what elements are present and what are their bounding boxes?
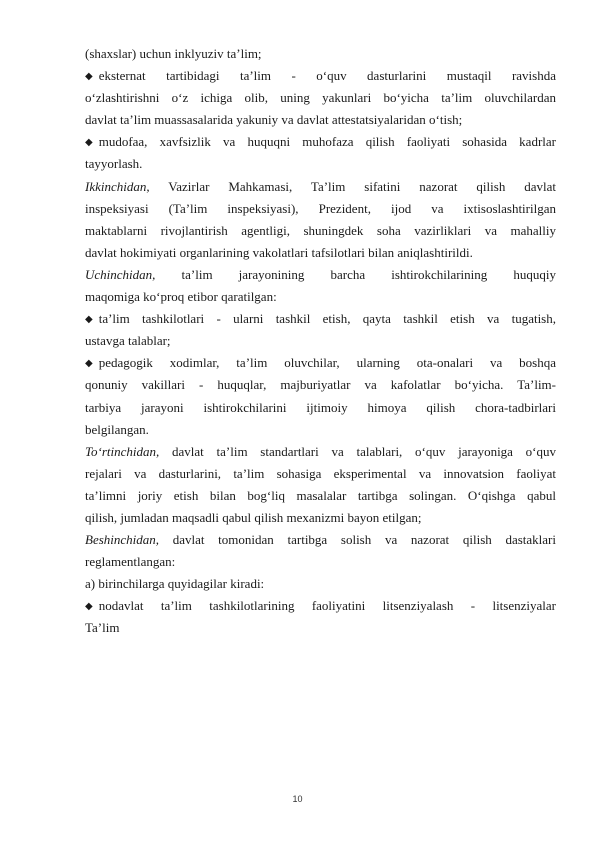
line-text: davlat hokimiyati organlarining vakolatlari tafsilotlari bilan aniqlashtirildi. bbox=[85, 244, 473, 260]
text-line bbox=[85, 65, 556, 87]
text-line bbox=[85, 507, 556, 529]
line-text: ta’lim jarayonining barcha ishtirokchilarining huquqiy bbox=[181, 266, 556, 282]
text-line bbox=[85, 109, 556, 131]
text-line bbox=[85, 374, 556, 396]
text-line bbox=[85, 551, 556, 573]
line-text: ta’limni joriy etish bilan bog‘liq masalalar tartibga solingan. O‘qishga qabul bbox=[85, 487, 556, 503]
text-line bbox=[85, 286, 556, 308]
line-text: pedagogik xodimlar, ta’lim oluvchilar, ularning ota-onalari va boshqa bbox=[98, 355, 556, 371]
line-text: a) birinchilarga quyidagilar kiradi: bbox=[85, 576, 265, 592]
line-text: maktablarni rivojlantirish agentligi, shuningdek soha vazirliklari va mahalliy bbox=[85, 222, 556, 238]
text-line bbox=[85, 87, 556, 109]
line-text: tayyorlash. bbox=[85, 156, 143, 172]
section-lead-word: Beshinchidan, bbox=[85, 532, 160, 548]
line-text: (shaxslar) uchun inklyuziv ta’lim; bbox=[85, 46, 262, 61]
document-page bbox=[85, 43, 556, 640]
line-text: mudofaa, xavfsizlik va huquqni muhofaza qilish faoliyati sohasida kadrlar bbox=[98, 134, 556, 150]
text-line bbox=[85, 595, 556, 617]
text-line bbox=[85, 153, 556, 175]
line-text: davlat ta’lim muassasalarida yakuniy va davlat attestatsiyalaridan o‘tish; bbox=[85, 112, 463, 128]
line-text: ta’lim tashkilotlari - ularni tashkil etish, qayta tashkil etish va tugatish, bbox=[98, 311, 556, 327]
page-number: 10 bbox=[292, 794, 303, 804]
text-line bbox=[85, 176, 556, 198]
text-line bbox=[85, 617, 556, 639]
diamond-bullet-icon: ◆ bbox=[85, 71, 93, 83]
line-text: reglamentlangan: bbox=[85, 554, 176, 570]
text-line bbox=[85, 463, 556, 485]
text-line bbox=[85, 242, 556, 264]
line-text: Ta’lim bbox=[85, 620, 120, 636]
line-text: belgilangan. bbox=[85, 421, 149, 437]
diamond-bullet-icon: ◆ bbox=[85, 314, 93, 326]
diamond-bullet-icon: ◆ bbox=[85, 358, 93, 370]
diamond-bullet-icon: ◆ bbox=[85, 137, 93, 149]
text-line bbox=[85, 220, 556, 242]
line-text: qonuniy vakillari - huquqlar, majburiyatlar va kafolatlar bo‘yicha. Ta’lim- bbox=[85, 377, 556, 393]
line-text: o‘zlashtirishni o‘z ichiga olib, uning yakunlari bo‘yicha ta’lim oluvchilardan bbox=[85, 90, 556, 106]
text-line bbox=[85, 330, 556, 352]
line-text: davlat tomonidan tartibga solish va nazorat qilish dastaklari bbox=[172, 532, 556, 548]
diamond-bullet-icon: ◆ bbox=[85, 601, 93, 613]
text-line bbox=[85, 419, 556, 441]
line-text: inspeksiyasi (Ta’lim inspeksiyasi), Prezident, ijod va ixtisoslashtirilgan bbox=[85, 200, 556, 216]
line-text: eksternat tartibidagi ta’lim - o‘quv dasturlarini mustaqil ravishda bbox=[98, 68, 556, 84]
text-line bbox=[85, 441, 556, 463]
line-text: rejalari va dasturlarini, ta’lim sohasiga eksperimental va innovatsion faoliyat bbox=[85, 465, 556, 481]
text-line bbox=[85, 131, 556, 153]
line-text: davlat ta’lim standartlari va talablari, o‘quv jarayoniga o‘quv bbox=[172, 443, 556, 459]
line-text: nodavlat ta’lim tashkilotlarining faoliyatini litsenziyalash - litsenziyalar bbox=[98, 598, 556, 614]
text-line bbox=[85, 198, 556, 220]
section-lead-word: Uchinchidan, bbox=[85, 266, 156, 282]
line-text: qilish, jumladan maqsadli qabul qilish mexanizmi bayon etilgan; bbox=[85, 509, 422, 525]
text-line bbox=[85, 43, 556, 65]
text-line bbox=[85, 308, 556, 330]
line-text: maqomiga ko‘proq etibor qaratilgan: bbox=[85, 289, 277, 305]
text-line bbox=[85, 529, 556, 551]
text-line bbox=[85, 264, 556, 286]
line-text: tarbiya jarayoni ishtirokchilarini ijtimoiy himoya qilish chora-tadbirlari bbox=[85, 399, 556, 415]
line-text: Vazirlar Mahkamasi, Ta’lim sifatini nazorat qilish davlat bbox=[168, 178, 556, 194]
text-line bbox=[85, 397, 556, 419]
section-lead-word: To‘rtinchidan, bbox=[85, 443, 160, 459]
text-line bbox=[85, 352, 556, 374]
line-text: ustavga talablar; bbox=[85, 333, 171, 349]
text-line bbox=[85, 573, 556, 595]
section-lead-word: Ikkinchidan, bbox=[85, 178, 150, 194]
text-line bbox=[85, 485, 556, 507]
